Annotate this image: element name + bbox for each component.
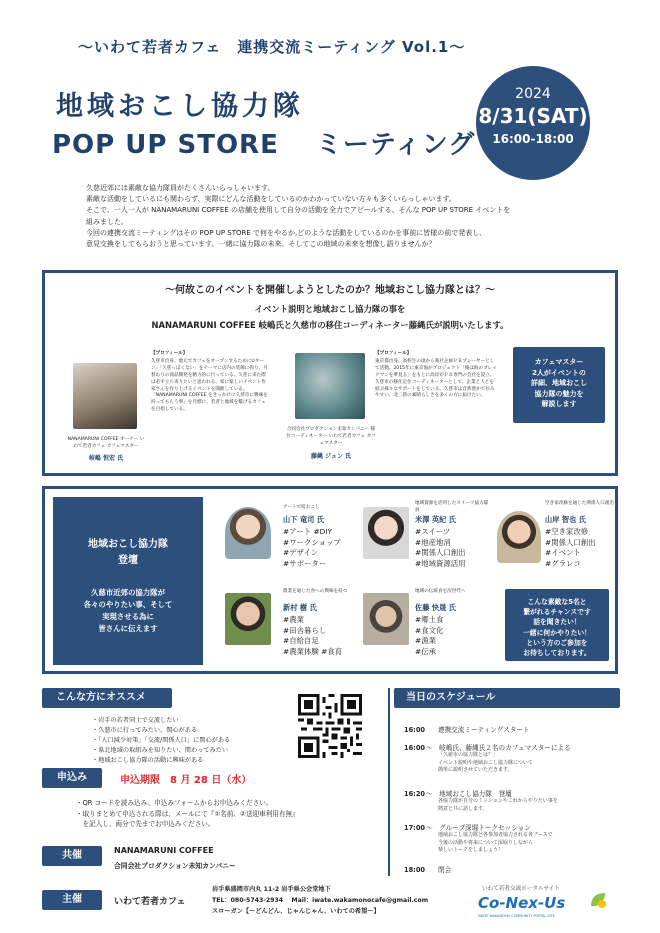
intro-line: 今回の連携交流ミーティングはその POP UP STORE で何をやるか,どのような活動をしているのかを事前に皆様の前で発表し、 <box>86 228 487 237</box>
fujinawa-profile-label: 【プロフィール】 <box>375 351 412 356</box>
host-slogan: スローガン【～どんどん、じゃんじゃん、いわての希望～】 <box>212 908 380 915</box>
why-lead-1: イベント説明と地域おこし協力隊の事を <box>254 304 406 314</box>
tag: #ワークショップ <box>283 537 341 547</box>
schedule-time: 16:20 <box>404 790 425 798</box>
recommend-list <box>92 716 230 766</box>
recommend-item: ・「人口減少対策」「交流/関係人口」に関心がある <box>92 736 231 744</box>
schedule-text: ～ グループ深堀トークセッション <box>426 824 531 832</box>
kijima-photo <box>73 363 137 429</box>
schedule-time: 17:00 <box>404 824 425 832</box>
member-name: 新村 樹 氏 <box>283 603 317 612</box>
tag: #スイーツ <box>415 527 451 536</box>
tag: #漁業 <box>415 636 436 646</box>
event-subtitle: ～いわて若者カフェ 連携交流ミーティング Vol.1～ <box>78 38 466 56</box>
schedule-item <box>404 724 614 734</box>
recommend-item: ・地域おこし協力隊の活動に興味がある <box>92 756 204 764</box>
logo-name: Co-Nex-Us <box>478 894 566 912</box>
fujinawa-role: 合同会社プロダクション未知カンパニー 移住コーディネーター いわて若者カフェ カフェマスター <box>286 427 376 446</box>
member-name: 山下 竜司 氏 <box>283 515 324 524</box>
member-tags <box>415 615 485 658</box>
kijima-profile-label: 【プロフィール】 <box>151 351 188 356</box>
schedule-item <box>404 822 618 855</box>
member-role: 農業を通じた食への興味を持つ <box>283 589 348 594</box>
date-time: 16:00-18:00 <box>492 132 574 146</box>
member-photo-yamagishi <box>497 511 541 563</box>
members-aside: こんな素敵な5名と 繋がれるチャンスです 話を聞きたい！ 一緒に何かやりたい！ という方のご参加を お待ちしております。 <box>505 589 609 661</box>
schedule-sub: 「久慈市の協力隊とは？」 イベント説明や地域おこし協力隊について 簡単に説明させていただきます。 <box>438 752 533 773</box>
kijima-name: 岐嶋 恒宏 氏 <box>88 455 124 462</box>
tag: #関係人口創出 <box>415 548 466 558</box>
tag: #地域資源活用 <box>415 559 466 569</box>
schedule-text: 連携交流ミーティングスタート <box>438 726 530 734</box>
member-tags <box>545 527 617 570</box>
tag: #サポーター <box>283 559 327 569</box>
host-address: 岩手県盛岡市内丸 11-2 岩手県公会堂地下 <box>212 886 331 893</box>
recommend-heading: こんな方にオススメ <box>42 688 172 708</box>
logo-caption: いわて若者交流ポータルサイト <box>482 886 560 892</box>
apply-label: 申込み <box>42 768 102 788</box>
leaf-icon <box>588 890 608 910</box>
members-panel <box>53 497 203 665</box>
intro-line: そこで、一人一人が NANAMARUNI COFFEE の店舗を使用して自分の活動を全力でアピールする、そんな POP UP STORE イベントを <box>86 206 511 215</box>
recommend-item: ・県北地域の取組みを知りたい、関わってみたい <box>92 746 229 754</box>
members-sub: 久慈市近郊の協力隊が 各々のやりたい事、そして 実現させる為に 皆さんに伝えます <box>83 588 173 633</box>
tag: #農業体験 #食育 <box>283 647 343 657</box>
member-tags <box>415 527 495 570</box>
member-name: 佐藤 快晟 氏 <box>415 603 456 612</box>
intro-line: 意見交換をしてもらおうと思っています。一緒に協力隊の未来、そしてこの地域の未来を想像し語りませんか？ <box>86 239 436 248</box>
kijima-profile: 久慈市出身。地元でカフェをオープンするためにUターン。「久慈っぽくない」をテーマに店内の装飾に拘り、月替わりの商品開発を精力的に行っている。久慈に来た際は必ず立ち寄りたいと思われる、家に楽しいイベント作家さんを作り上げるイベントを開催している。「NANAMARUNI COFFEE をきっかけに久慈市に興味を持ってもらう事」を目標に、若者と地域を繋げるカフェを目指している。 <box>151 359 268 413</box>
member-photo-sato <box>363 593 409 645</box>
tag: #食文化 <box>415 625 444 635</box>
apply-note: ・取りまとめて申込される際は、メールにて『①名前、②送迎車利用有無』 <box>76 809 299 818</box>
schedule-sub: 地域おこし協力隊と各参加者協力される各ブースで 今後の活動や将来について深堀りしながら 楽しいトークをしましょう！ <box>438 832 553 853</box>
member-role: 地域資源を活用したスイーツ協力隊員 <box>415 501 489 513</box>
schedule-section <box>388 688 618 876</box>
schedule-heading: 当日のスケジュール <box>394 688 620 708</box>
fujinawa-name: 藤縄 ジュン 氏 <box>310 453 352 460</box>
date-badge <box>476 66 590 180</box>
why-section <box>42 270 618 476</box>
why-lead-2: NANAMARUNI COFFEE 岐嶋氏と久慈市の移住コーディネーター藤縄氏が説明いたします。 <box>151 320 509 330</box>
schedule-time: 18:00 <box>404 866 425 874</box>
portal-logo <box>474 884 614 924</box>
schedule-item <box>404 864 614 874</box>
tag: #農業 <box>283 615 304 624</box>
schedule-text: 閉会 <box>438 866 452 874</box>
tag: #田舎暮らし <box>283 625 327 635</box>
apply-notes <box>76 798 376 830</box>
member-photo-yamashita <box>225 507 271 559</box>
organizer-name: NANAMARUNI COFFEE <box>114 846 214 855</box>
intro-text <box>86 183 606 250</box>
tag: #グラレコ <box>545 559 581 569</box>
fujinawa-photo <box>295 353 365 419</box>
apply-note: ・QR コードを読み込み、申込みフォームからお申込みください。 <box>76 799 273 807</box>
logo-tag: IWATE WAKAMONO COMMUNITY PORTAL SITE <box>478 914 555 918</box>
schedule-item <box>404 788 618 813</box>
schedule-item <box>404 742 618 775</box>
tag: #イベント <box>545 548 581 558</box>
tag: #空き家改修 <box>545 527 589 536</box>
members-heading: 地域おこし協力隊 登壇 <box>88 539 168 566</box>
schedule-text: ～ 岐嶋氏、藤縄氏２名のカフェマスターによる <box>426 744 571 752</box>
fujinawa-profile: 東京都出身。高校生の頃から商社企画ＰＲプレーヤーとして活動。2015年に東京海かプロジェクト「俺は海のブレックマンを夢見る」をもとに高岸がＰＲ専門の会社を設立。久慈市の移住定住コーディネーターとして、企業と人とを結ぶ様々なサポートをしている。久慈市は自然豊かで住みやすい、北三陸の素晴らしさを多くの方に届けたい。 <box>375 359 497 399</box>
member-tags <box>283 527 363 570</box>
recommend-item: ・岩手の若者同士で交流したい <box>92 717 179 724</box>
apply-deadline: 申込期限 8 月 28 日（水） <box>120 775 252 786</box>
members-section <box>42 486 618 674</box>
member-tags <box>283 615 363 658</box>
member-name: 米澤 英紀 氏 <box>415 515 456 524</box>
tag: #自給自足 <box>283 636 319 646</box>
host-name: いわて若者カフェ <box>114 897 186 907</box>
apply-note: を記入し、両分で先までお申込みください。 <box>76 820 215 829</box>
why-aside: カフェマスター 2人がイベントの 詳細、地域おこし 協力隊の魅力を 解説します <box>513 347 605 423</box>
schedule-time: 16:00 <box>404 744 425 752</box>
member-photo-yonezawa <box>363 507 409 559</box>
why-heading: ～何故このイベントを開催しようとしたのか？地域おこし協力隊とは？～ <box>165 285 495 296</box>
intro-line: 久慈近郊には素敵な協力隊員がたくさんいらっしゃいます。 <box>86 184 275 192</box>
host-contact: TEL：080-5743-2934 Mail：iwate.wakamonocafe@gmail.com <box>212 897 429 904</box>
tag: #郷土食 <box>415 615 444 624</box>
page-title-line2: POP UP STORE ミーティング <box>52 130 476 160</box>
date-day: 8/31(SAT) <box>478 104 588 128</box>
date-year: 2024 <box>515 86 551 102</box>
page-title: 地域おこし協力隊 <box>56 91 304 122</box>
member-role: アートで町おこし <box>283 505 320 510</box>
organizer-company: 合同会社プロダクション未知カンパニー <box>114 862 236 870</box>
member-role: 空き家改修を通じた関係人口創出 <box>545 501 614 506</box>
tag: #デザイン <box>283 548 319 558</box>
tag: #伝承 <box>415 647 436 657</box>
recommend-item: ・久慈市に行ってみたい、関心がある <box>92 726 198 734</box>
organizer-label: 共催 <box>42 846 102 866</box>
schedule-time: 16:00 <box>404 726 425 734</box>
tag: #地産地消 <box>415 537 451 547</box>
tag: #アート #DIY <box>283 527 333 536</box>
qr-code[interactable] <box>298 694 362 758</box>
member-name: 山岸 智也 氏 <box>545 515 586 524</box>
tag: #関係人口創出 <box>545 537 596 547</box>
intro-line: 素敵な活動をしているにも関わらず、実際にどんな活動をしているのかわかっていない方々も多くいらっしゃいます。 <box>86 195 456 204</box>
intro-line: 組みました。 <box>86 217 128 226</box>
schedule-sub: 各協力隊が自分のミッションやこれからやりたい事を 熱意と共に話します。 <box>438 798 558 812</box>
member-role: 地域の伝統食を次世代へ <box>415 589 466 594</box>
kijima-role: NANAMARUNI COFFEE オーナー いわて若者カフェ カフェマスター <box>67 437 145 449</box>
member-photo-niimura <box>225 593 271 645</box>
schedule-text: ～ 地域おこし協力隊 登壇 <box>426 790 512 798</box>
host-label: 主催 <box>42 890 102 910</box>
